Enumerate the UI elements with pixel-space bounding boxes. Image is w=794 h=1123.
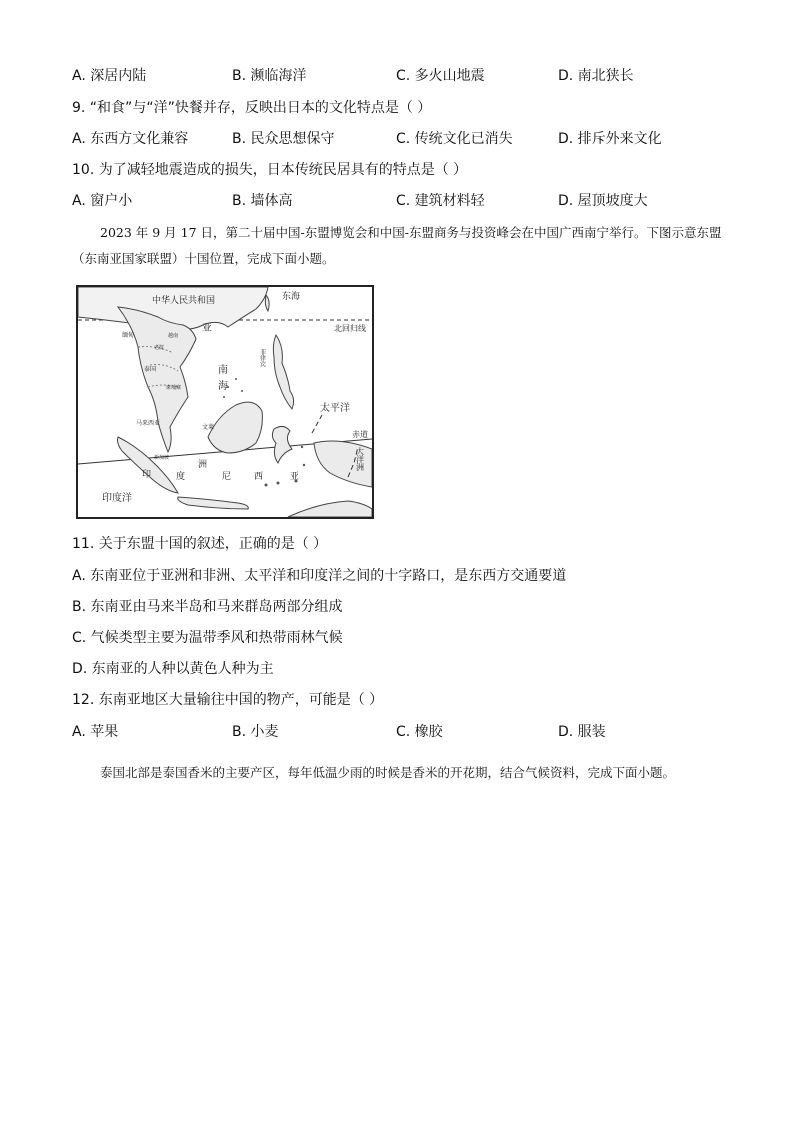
q11-option-d[interactable]: D. 东南亚的人种以黄色人种为主 [72,661,274,677]
label-east-sea: 东海 [282,292,301,302]
label-singapore: 新加坡 [154,455,170,461]
borneo-landmass [208,402,262,453]
q12-option-d[interactable]: D. 服装 [558,724,606,740]
label-cambodia: 柬埔寨 [166,385,182,391]
label-thailand: 泰国 [144,366,157,373]
q11-option-c[interactable]: C. 气候类型主要为温带季风和热带雨林气候 [72,630,343,646]
intro-paragraph-thai-rice: 泰国北部是泰国香米的主要产区，每年低温少雨的时候是香米的开花期，结合气候资料，完成下面小题。 [100,765,676,780]
q12-option-c[interactable]: C. 橡胶 [396,724,443,740]
taiwan-landmass [265,295,269,311]
q8-options [72,66,752,86]
label-laos: 老挝 [154,345,165,351]
label-indo-3: 洲 [198,460,208,470]
q11-stem: 11. 关于东盟十国的叙述，正确的是（ ） [72,536,328,552]
label-indo-2: 度 [176,472,186,482]
q10-option-c[interactable]: C. 建筑材料轻 [396,193,485,209]
label-brunei: 文莱 [202,424,215,431]
label-indo-4: 尼 [222,472,232,482]
java-landmass [178,497,249,509]
indochina-landmass [118,307,196,452]
q12-option-b[interactable]: B. 小麦 [232,724,279,740]
label-equator: 赤道 [352,430,368,439]
label-vietnam: 越南 [168,333,179,339]
label-burma: 缅甸 [122,332,135,339]
label-china: 中华人民共和国 [152,296,216,306]
q12-stem: 12. 东南亚地区大量输往中国的物产，可能是（ ） [72,692,384,708]
label-asia: 亚 [202,323,212,334]
q8-option-d[interactable]: D. 南北狭长 [558,68,634,84]
label-south-china-sea-1: 南 [218,365,228,376]
label-indo-6: 亚 [290,472,300,482]
q9-option-d[interactable]: D. 排斥外来文化 [558,131,662,147]
q8-option-a[interactable]: A. 深居内陆 [72,68,147,84]
q8-option-c[interactable]: C. 多火山地震 [396,68,485,84]
asean-map [76,285,374,519]
sulawesi-landmass [272,426,292,463]
q10-option-d[interactable]: D. 屋顶坡度大 [558,193,648,209]
label-indo-1: 印 [142,470,152,480]
q10-options [72,191,752,211]
q9-options [72,129,752,149]
label-indo-5: 西 [254,472,264,482]
q10-option-b[interactable]: B. 墙体高 [232,193,293,209]
q11-option-a[interactable]: A. 东南亚位于亚洲和非洲、太平洋和印度洋之间的十字路口，是东西方交通要道 [72,568,567,584]
australia-landmass [288,501,372,517]
q10-option-a[interactable]: A. 窗户小 [72,193,133,209]
q12-option-a[interactable]: A. 苹果 [72,724,119,740]
asean-map-svg [78,287,372,517]
q10-stem: 10. 为了减轻地震造成的损失，日本传统民居具有的特点是（ ） [72,162,468,178]
q9-option-b[interactable]: B. 民众思想保守 [232,131,335,147]
intro-paragraph-asean: 2023 年 9 月 17 日，第二十届中国-东盟博览会和中国-东盟商务与投资峰会在中国广西南宁举行。下图示意东盟（东南亚国家联盟）十国位置，完成下面小题。 [72,225,722,266]
label-indian-ocean: 印度洋 [102,493,132,504]
q9-stem: 9. “和食”与“洋”快餐并存，反映出日本的文化特点是（ ） [72,100,432,116]
philippines-landmass [273,335,293,409]
q11-option-b[interactable]: B. 东南亚由马来半岛和马来群岛两部分组成 [72,599,343,615]
q9-option-a[interactable]: A. 东西方文化兼容 [72,131,189,147]
label-pacific: 太平洋 [320,403,350,414]
label-south-china-sea-2: 海 [218,381,228,392]
label-malaysia: 马来西亚 [136,420,161,427]
label-tropic: 北回归线 [334,324,366,333]
label-oceania: 大洋洲 [355,447,365,471]
label-philippines: 菲律宾 [258,349,266,367]
q12-options [72,722,752,742]
q9-option-c[interactable]: C. 传统文化已消失 [396,131,513,147]
q8-option-b[interactable]: B. 濒临海洋 [232,68,307,84]
